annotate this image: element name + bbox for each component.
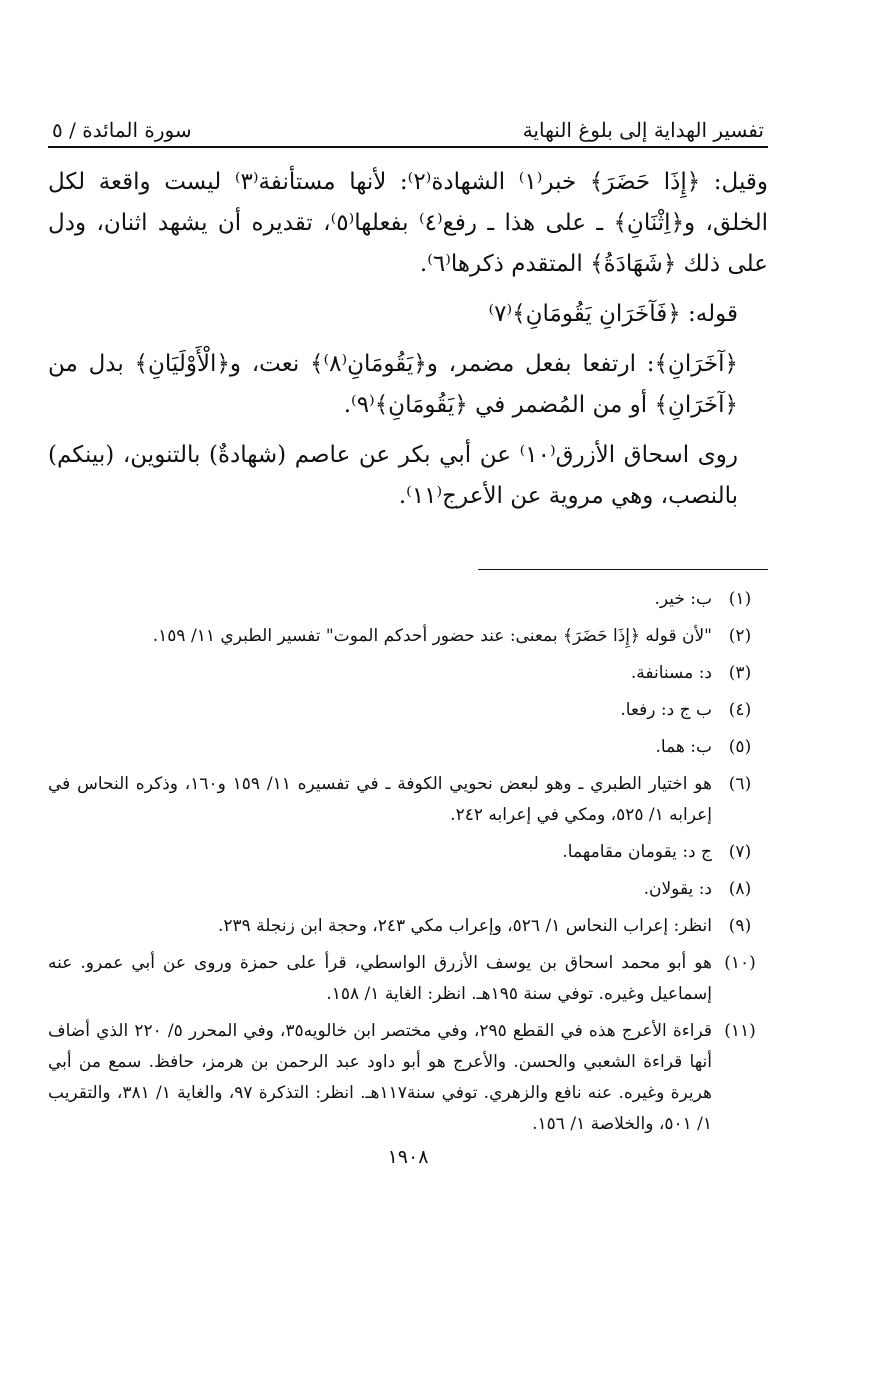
- footnote-item: [48, 837, 768, 868]
- page-number: ١٩٠٨: [387, 1146, 429, 1168]
- footnote-text: ج د: يقومان مقامهما.: [562, 842, 712, 862]
- footnote-text: ب ج د: رفعا.: [620, 700, 712, 720]
- paragraph: ﴿آخَرَانِ﴾: ارتفعا بفعل مضمر، و﴿يَقُومَانِ⁽٨⁾﴾ نعت، و﴿الْأَوْلَيَانِ﴾ بدل من ﴿آخَرَانِ﴾ أو من المُضمر في ﴿يَقُومَانِ﴾⁽٩⁾.: [48, 351, 738, 418]
- footnote-number: (١٠): [724, 953, 756, 973]
- page: [48, 96, 768, 1168]
- footnote-item: [48, 911, 768, 942]
- header-rule: [48, 146, 768, 148]
- footnote-separator: [478, 569, 768, 570]
- book-title: تفسير الهداية إلى بلوغ النهاية: [522, 118, 764, 142]
- footnote-text: قراءة الأعرج هذه في القطع ٢٩٥، وفي مختصر ابن خالويه٣٥، وفي المحرر ٥/ ٢٢٠ الذي أضاف أنها قراءة الشعبي والحسن. والأعرج هو أبو داود عبد الرحمن بن هرمز، حافظ. سمع من أبي هريرة وغيره. عنه نافع والزهري. توفي سنة١١٧هـ. انظر: التذكرة ٩٧، والغاية ١/ ٣٨١، والتقريب ١/ ٥٠١، والخلاصة ١/ ١٥٦.: [48, 1021, 713, 1134]
- footnote-item: [48, 1016, 768, 1140]
- footnote-item: [48, 732, 768, 763]
- footnote-number: (٣): [728, 663, 752, 683]
- paragraph: قوله: ﴿فَآخَرَانِ يَقُومَانِ﴾⁽٧⁾: [488, 301, 738, 327]
- surah-label: سورة المائدة / ٥: [52, 118, 192, 142]
- main-text: [48, 162, 768, 517]
- footnotes: [48, 584, 768, 1140]
- running-header: [48, 96, 768, 142]
- footnote-text: هو اختيار الطبري ـ وهو لبعض نحويي الكوفة ـ في تفسيره ١١/ ١٥٩ و١٦٠، وذكره النحاس في إعرابه ١/ ٥٢٥، ومكي في إعرابه ٢٤٢.: [48, 774, 712, 825]
- paragraph: روى اسحاق الأزرق⁽١٠⁾ عن أبي بكر عن عاصم (شهادةٌ) بالتنوين، (بينكم) بالنصب، وهي مروية عن الأعرج⁽١١⁾.: [48, 442, 738, 509]
- footnote-item: [48, 948, 768, 1010]
- footnote-item: [48, 584, 768, 615]
- footnote-text: "لأن قوله ﴿إِذَا حَضَرَ﴾ بمعنى: عند حضور أحدكم الموت" تفسير الطبري ١١/ ١٥٩.: [152, 626, 712, 646]
- footnote-item: [48, 874, 768, 905]
- footnote-item: [48, 621, 768, 652]
- footnote-number: (٢): [728, 626, 752, 646]
- footnote-text: ب: خير.: [654, 589, 712, 609]
- footnote-text: د: يقولان.: [643, 879, 712, 899]
- footnote-text: د: مسنانفة.: [630, 663, 712, 683]
- footnote-item: [48, 695, 768, 726]
- footnote-text: ب: هما.: [655, 737, 712, 757]
- footnote-number: (٦): [728, 774, 752, 794]
- footnote-item: [48, 769, 768, 831]
- footnote-number: (٤): [728, 700, 752, 720]
- footnote-number: (٥): [728, 737, 752, 757]
- footnote-number: (١): [728, 589, 752, 609]
- footnote-number: (٩): [728, 916, 752, 936]
- footnote-number: (١١): [724, 1021, 756, 1041]
- footnote-number: (٧): [728, 842, 752, 862]
- paragraph: وقيل: ﴿إِذَا حَضَرَ﴾ خبر⁽١⁾ الشهادة⁽٢⁾: لأنها مستأنفة⁽٣⁾ ليست واقعة لكل الخلق، و﴿اِثْنَانِ﴾ ـ على هذا ـ رفع⁽٤⁾ بفعلها⁽٥⁾، تقديره أن يشهد اثنان، ودل على ذلك ﴿شَهَادَةُ﴾ المتقدم ذكرها⁽٦⁾.: [48, 169, 768, 277]
- footnote-number: (٨): [728, 879, 752, 899]
- footnote-item: [48, 658, 768, 689]
- footnote-text: انظر: إعراب النحاس ١/ ٥٢٦، وإعراب مكي ٢٤٣، وحجة ابن زنجلة ٢٣٩.: [217, 916, 712, 936]
- footnote-text: هو أبو محمد اسحاق بن يوسف الأزرق الواسطي، قرأ على حمزة وروى عن أبي عمرو. عنه إسماعيل وغيره. توفي سنة ١٩٥هـ. انظر: الغاية ١/ ١٥٨.: [48, 953, 712, 1004]
